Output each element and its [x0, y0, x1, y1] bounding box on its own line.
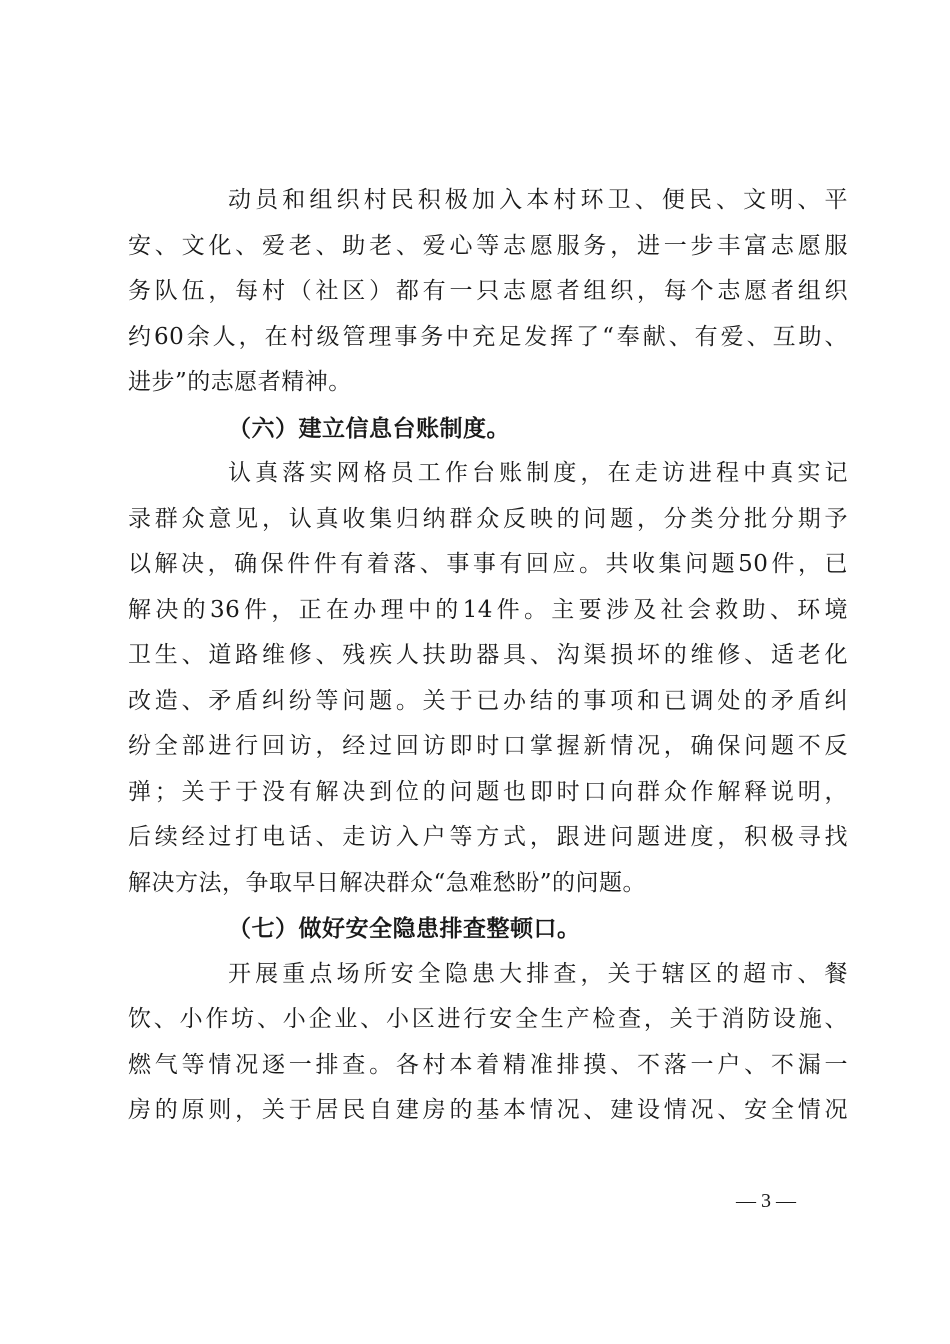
paragraph-line: 燃气等情况逐一排查。各村本着精准排摸、不落一户、不漏一 [128, 1051, 848, 1078]
paragraph-line: 录群众意见，认真收集归纳群众反映的问题，分类分批分期予 [128, 505, 848, 532]
document-body [128, 178, 848, 1134]
paragraph-line: 认真落实网格员工作台账制度，在走访进程中真实记 [228, 460, 848, 486]
paragraph-line: 卫生、道路维修、残疾人扶助器具、沟渠损坏的维修、适老化 [128, 642, 848, 668]
section-heading-6: （六）建立信息台账制度。 [228, 414, 510, 442]
paragraph-line: 弹；关于于没有解决到位的问题也即时口向群众作解释说明， [128, 778, 848, 805]
paragraph-ledger-system [128, 451, 848, 906]
paragraph-line: 纷全部进行回访，经过回访即时口掌握新情况，确保问题不反 [128, 733, 848, 759]
paragraph-line: 房的原则，关于居民自建房的基本情况、建设情况、安全情况 [128, 1097, 848, 1123]
paragraph-volunteer-service [128, 178, 848, 406]
paragraph-line: 改造、矛盾纠纷等问题。关于已办结的事项和已调处的矛盾纠 [128, 687, 848, 714]
page-number: — 3 — [736, 1190, 796, 1212]
paragraph-line: 后续经过打电话、走访入户等方式，跟进问题进度，积极寻找 [128, 824, 848, 850]
paragraph-line: 开展重点场所安全隐患大排查，关于辖区的超市、餐 [228, 960, 848, 987]
paragraph-line: 解决的36件，正在办理中的14件。主要涉及社会救助、环境 [128, 596, 848, 623]
paragraph-line: 进步”的志愿者精神。 [128, 369, 352, 395]
section-heading-7: （七）做好安全隐患排查整顿口。 [228, 915, 581, 942]
paragraph-line: 以解决，确保件件有着落、事事有回应。共收集问题50件，已 [128, 551, 848, 577]
paragraph-line: 务队伍，每村（社区）都有一只志愿者组织，每个志愿者组织 [128, 278, 848, 304]
paragraph-line: 安、文化、爱老、助老、爱心等志愿服务，进一步丰富志愿服 [128, 232, 848, 259]
paragraph-line: 约60余人，在村级管理事务中充足发挥了“奉献、有爱、互助、 [128, 323, 848, 350]
paragraph-safety-inspection [128, 952, 848, 1134]
paragraph-line: 解决方法，争取早日解决群众“急难愁盼”的问题。 [128, 869, 647, 896]
paragraph-line: 动员和组织村民积极加入本村环卫、便民、文明、平 [228, 187, 848, 213]
paragraph-line: 饮、小作坊、小企业、小区进行安全生产检查，关于消防设施、 [128, 1006, 848, 1032]
